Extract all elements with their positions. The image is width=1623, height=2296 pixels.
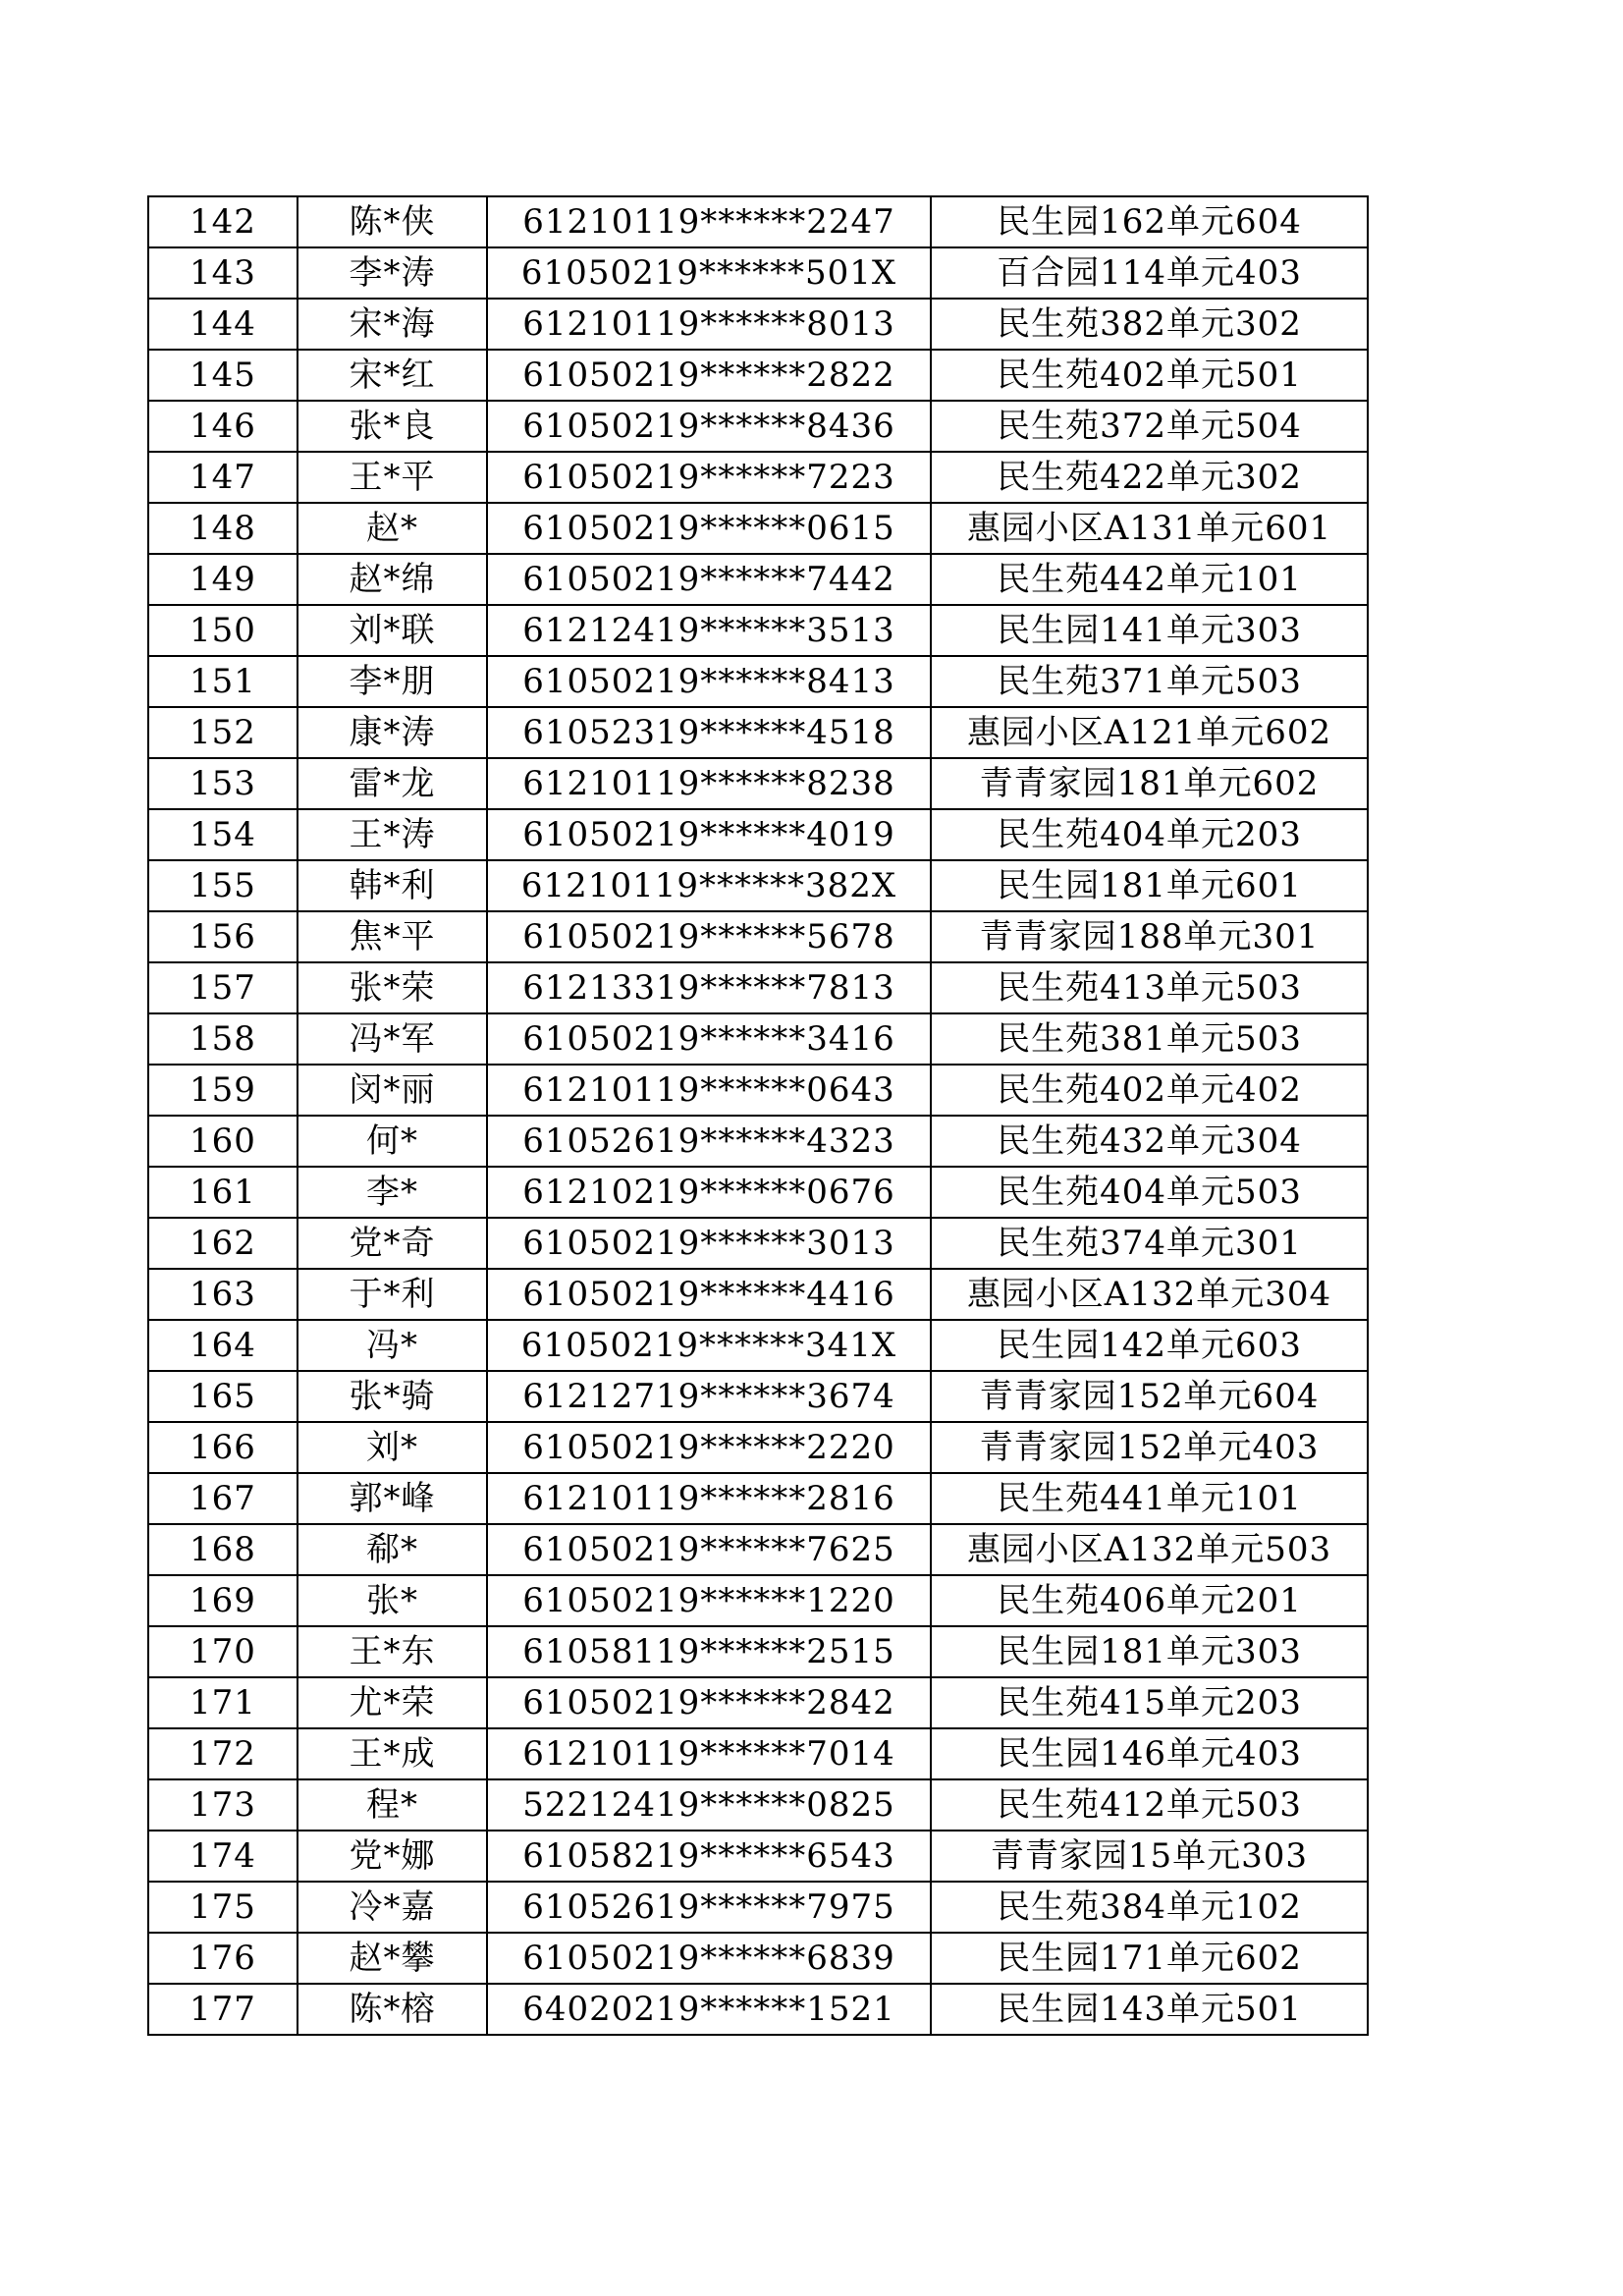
id-number: 61050219******341X [487, 1320, 931, 1371]
address: 民生苑381单元503 [931, 1013, 1368, 1065]
row-number: 151 [148, 656, 298, 707]
row-number: 177 [148, 1984, 298, 2035]
address: 民生苑413单元503 [931, 962, 1368, 1013]
table-row [148, 350, 1368, 401]
table-row [148, 758, 1368, 809]
id-number: 52212419******0825 [487, 1779, 931, 1831]
person-name: 王*涛 [298, 809, 487, 860]
person-name: 尤*荣 [298, 1677, 487, 1728]
table-row [148, 1524, 1368, 1575]
address: 青青家园152单元403 [931, 1422, 1368, 1473]
person-name: 郭*峰 [298, 1473, 487, 1524]
table-row [148, 401, 1368, 452]
row-number: 162 [148, 1218, 298, 1269]
id-number: 61050219******7223 [487, 452, 931, 503]
row-number: 149 [148, 554, 298, 605]
id-number: 61212719******3674 [487, 1371, 931, 1422]
row-number: 144 [148, 299, 298, 350]
id-number: 61050219******2842 [487, 1677, 931, 1728]
id-number: 64020219******1521 [487, 1984, 931, 2035]
table-row [148, 1473, 1368, 1524]
table-row [148, 1831, 1368, 1882]
address: 民生园146单元403 [931, 1728, 1368, 1779]
person-name: 张*荣 [298, 962, 487, 1013]
row-number: 165 [148, 1371, 298, 1422]
row-number: 146 [148, 401, 298, 452]
table-row [148, 1882, 1368, 1933]
address: 民生苑441单元101 [931, 1473, 1368, 1524]
row-number: 163 [148, 1269, 298, 1320]
id-number: 61050219******3013 [487, 1218, 931, 1269]
person-name: 冷*嘉 [298, 1882, 487, 1933]
address: 惠园小区A121单元602 [931, 707, 1368, 758]
person-name: 郗* [298, 1524, 487, 1575]
table-row [148, 1116, 1368, 1167]
person-name: 赵* [298, 503, 487, 554]
person-name: 程* [298, 1779, 487, 1831]
person-name: 闵*丽 [298, 1065, 487, 1116]
id-number: 61050219******0615 [487, 503, 931, 554]
id-number: 61050219******7442 [487, 554, 931, 605]
row-number: 158 [148, 1013, 298, 1065]
address: 民生园181单元601 [931, 860, 1368, 911]
table-row [148, 299, 1368, 350]
person-name: 冯*军 [298, 1013, 487, 1065]
row-number: 164 [148, 1320, 298, 1371]
roster-body [148, 196, 1368, 2035]
address: 青青家园152单元604 [931, 1371, 1368, 1422]
row-number: 148 [148, 503, 298, 554]
id-number: 61050219******501X [487, 247, 931, 299]
person-name: 王*东 [298, 1626, 487, 1677]
row-number: 167 [148, 1473, 298, 1524]
table-row [148, 1320, 1368, 1371]
id-number: 61210119******8013 [487, 299, 931, 350]
person-name: 李*涛 [298, 247, 487, 299]
address: 民生园171单元602 [931, 1933, 1368, 1984]
table-row [148, 1371, 1368, 1422]
id-number: 61052619******7975 [487, 1882, 931, 1933]
row-number: 152 [148, 707, 298, 758]
table-row [148, 452, 1368, 503]
table-row [148, 1779, 1368, 1831]
address: 青青家园15单元303 [931, 1831, 1368, 1882]
id-number: 61210219******0676 [487, 1167, 931, 1218]
person-name: 焦*平 [298, 911, 487, 962]
address: 惠园小区A132单元503 [931, 1524, 1368, 1575]
id-number: 61210119******8238 [487, 758, 931, 809]
row-number: 171 [148, 1677, 298, 1728]
id-number: 61050219******5678 [487, 911, 931, 962]
id-number: 61210119******382X [487, 860, 931, 911]
table-row [148, 1677, 1368, 1728]
address: 民生园143单元501 [931, 1984, 1368, 2035]
table-row [148, 554, 1368, 605]
table-row [148, 1626, 1368, 1677]
table-row [148, 1422, 1368, 1473]
row-number: 153 [148, 758, 298, 809]
row-number: 156 [148, 911, 298, 962]
address: 民生苑384单元102 [931, 1882, 1368, 1933]
person-name: 宋*红 [298, 350, 487, 401]
address: 惠园小区A131单元601 [931, 503, 1368, 554]
person-name: 张* [298, 1575, 487, 1626]
address: 民生苑432单元304 [931, 1116, 1368, 1167]
id-number: 61050219******2220 [487, 1422, 931, 1473]
id-number: 61050219******8413 [487, 656, 931, 707]
id-number: 61210119******7014 [487, 1728, 931, 1779]
address: 民生园162单元604 [931, 196, 1368, 247]
table-row [148, 656, 1368, 707]
address: 民生苑442单元101 [931, 554, 1368, 605]
address: 民生园181单元303 [931, 1626, 1368, 1677]
person-name: 张*良 [298, 401, 487, 452]
person-name: 党*奇 [298, 1218, 487, 1269]
row-number: 142 [148, 196, 298, 247]
table-row [148, 911, 1368, 962]
table-row [148, 1933, 1368, 1984]
table-row [148, 1269, 1368, 1320]
person-name: 张*骑 [298, 1371, 487, 1422]
address: 民生苑402单元501 [931, 350, 1368, 401]
person-name: 冯* [298, 1320, 487, 1371]
person-name: 康*涛 [298, 707, 487, 758]
row-number: 174 [148, 1831, 298, 1882]
id-number: 61050219******1220 [487, 1575, 931, 1626]
row-number: 168 [148, 1524, 298, 1575]
table-row [148, 1218, 1368, 1269]
person-name: 刘* [298, 1422, 487, 1473]
id-number: 61050219******4019 [487, 809, 931, 860]
address: 青青家园181单元602 [931, 758, 1368, 809]
table-row [148, 1013, 1368, 1065]
table-row [148, 503, 1368, 554]
address: 民生园141单元303 [931, 605, 1368, 656]
person-name: 韩*利 [298, 860, 487, 911]
person-name: 陈*榕 [298, 1984, 487, 2035]
person-name: 李*朋 [298, 656, 487, 707]
table-row [148, 1065, 1368, 1116]
id-number: 61050219******6839 [487, 1933, 931, 1984]
address: 青青家园188单元301 [931, 911, 1368, 962]
row-number: 166 [148, 1422, 298, 1473]
person-name: 何* [298, 1116, 487, 1167]
address: 民生苑371单元503 [931, 656, 1368, 707]
id-number: 61052319******4518 [487, 707, 931, 758]
id-number: 61210119******2816 [487, 1473, 931, 1524]
id-number: 61213319******7813 [487, 962, 931, 1013]
row-number: 176 [148, 1933, 298, 1984]
person-name: 于*利 [298, 1269, 487, 1320]
id-number: 61212419******3513 [487, 605, 931, 656]
row-number: 160 [148, 1116, 298, 1167]
address: 民生苑374单元301 [931, 1218, 1368, 1269]
address: 民生苑422单元302 [931, 452, 1368, 503]
table-row [148, 196, 1368, 247]
roster-table [147, 195, 1369, 2036]
table-row [148, 707, 1368, 758]
row-number: 172 [148, 1728, 298, 1779]
person-name: 王*成 [298, 1728, 487, 1779]
address: 民生苑415单元203 [931, 1677, 1368, 1728]
row-number: 150 [148, 605, 298, 656]
row-number: 173 [148, 1779, 298, 1831]
table-row [148, 1984, 1368, 2035]
table-row [148, 962, 1368, 1013]
table-row [148, 1167, 1368, 1218]
address: 民生苑412单元503 [931, 1779, 1368, 1831]
person-name: 雷*龙 [298, 758, 487, 809]
row-number: 147 [148, 452, 298, 503]
row-number: 170 [148, 1626, 298, 1677]
person-name: 赵*绵 [298, 554, 487, 605]
table-row [148, 1575, 1368, 1626]
id-number: 61050219******3416 [487, 1013, 931, 1065]
person-name: 王*平 [298, 452, 487, 503]
table-row [148, 605, 1368, 656]
row-number: 157 [148, 962, 298, 1013]
table-row [148, 809, 1368, 860]
person-name: 宋*海 [298, 299, 487, 350]
person-name: 赵*攀 [298, 1933, 487, 1984]
row-number: 154 [148, 809, 298, 860]
address: 民生苑372单元504 [931, 401, 1368, 452]
table-row [148, 247, 1368, 299]
row-number: 175 [148, 1882, 298, 1933]
id-number: 61050219******2822 [487, 350, 931, 401]
person-name: 陈*侠 [298, 196, 487, 247]
id-number: 61050219******8436 [487, 401, 931, 452]
row-number: 155 [148, 860, 298, 911]
address: 民生苑406单元201 [931, 1575, 1368, 1626]
address: 民生苑382单元302 [931, 299, 1368, 350]
table-row [148, 1728, 1368, 1779]
address: 百合园114单元403 [931, 247, 1368, 299]
id-number: 61210119******2247 [487, 196, 931, 247]
table-row [148, 860, 1368, 911]
row-number: 161 [148, 1167, 298, 1218]
row-number: 145 [148, 350, 298, 401]
address: 民生苑402单元402 [931, 1065, 1368, 1116]
address: 民生苑404单元503 [931, 1167, 1368, 1218]
row-number: 143 [148, 247, 298, 299]
id-number: 61058119******2515 [487, 1626, 931, 1677]
person-name: 党*娜 [298, 1831, 487, 1882]
id-number: 61052619******4323 [487, 1116, 931, 1167]
id-number: 61210119******0643 [487, 1065, 931, 1116]
row-number: 159 [148, 1065, 298, 1116]
person-name: 刘*联 [298, 605, 487, 656]
id-number: 61058219******6543 [487, 1831, 931, 1882]
person-name: 李* [298, 1167, 487, 1218]
address: 惠园小区A132单元304 [931, 1269, 1368, 1320]
row-number: 169 [148, 1575, 298, 1626]
address: 民生苑404单元203 [931, 809, 1368, 860]
address: 民生园142单元603 [931, 1320, 1368, 1371]
id-number: 61050219******4416 [487, 1269, 931, 1320]
id-number: 61050219******7625 [487, 1524, 931, 1575]
